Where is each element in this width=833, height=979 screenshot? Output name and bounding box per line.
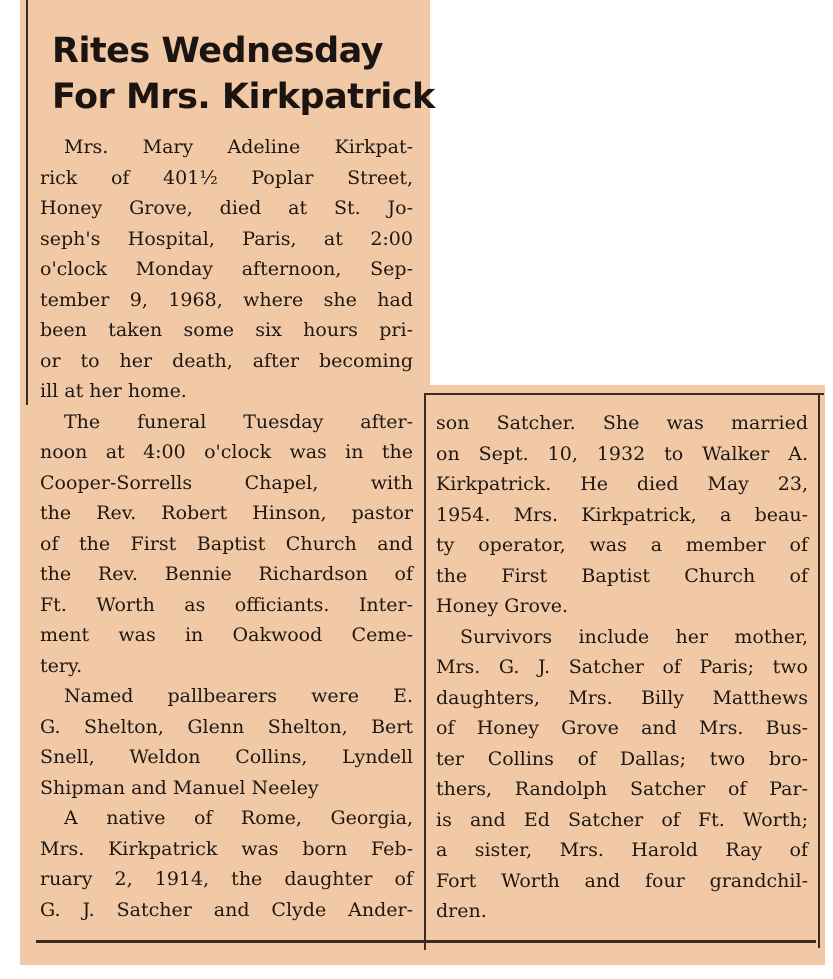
- article-line: Mrs. Kirkpatrick was born Feb-: [40, 837, 413, 860]
- article-line: or to her death, after becoming: [40, 349, 413, 372]
- article-line: been taken some six hours pri-: [40, 319, 413, 341]
- article-line: Mrs. Mary Adeline Kirkpat-: [64, 136, 413, 158]
- article-line: Mrs. G. J. Satcher of Paris; two: [436, 656, 808, 678]
- article-line: of the First Baptist Church and: [40, 532, 413, 555]
- article-line: a sister, Mrs. Harold Ray of: [436, 839, 808, 861]
- article-line: dren.: [436, 900, 487, 922]
- article-line: the Rev. Robert Hinson, pastor: [40, 502, 413, 524]
- article-line: son Satcher. She was married: [436, 412, 808, 434]
- article-line: seph's Hospital, Paris, at 2:00: [40, 227, 413, 250]
- article-line: is and Ed Satcher of Ft. Worth;: [436, 808, 808, 831]
- article-line: Fort Worth and four grandchil-: [436, 869, 808, 892]
- article-line: on Sept. 10, 1932 to Walker A.: [436, 442, 808, 465]
- article-line: ill at her home.: [40, 380, 187, 402]
- article-line: 1954. Mrs. Kirkpatrick, a beau-: [436, 503, 808, 526]
- article-line: the First Baptist Church of: [436, 564, 808, 587]
- article-column-1: [40, 132, 413, 925]
- article-column-2: [436, 408, 808, 927]
- column-rule-top: [424, 393, 824, 395]
- article-line: o'clock Monday afternoon, Sep-: [40, 258, 413, 280]
- article-line: Honey Grove, died at St. Jo-: [40, 197, 413, 219]
- article-line: ment was in Oakwood Ceme-: [40, 624, 413, 646]
- article-line: the Rev. Bennie Richardson of: [40, 563, 413, 585]
- article-line: The funeral Tuesday after-: [64, 410, 413, 433]
- column-rule-right: [818, 393, 820, 948]
- article-line: ter Collins of Dallas; two bro-: [436, 747, 808, 770]
- article-line: Shipman and Manuel Neeley: [40, 776, 319, 799]
- article-line: G. Shelton, Glenn Shelton, Bert: [40, 715, 413, 738]
- article-line: tember 9, 1968, where she had: [40, 288, 413, 311]
- article-line: thers, Randolph Satcher of Par-: [436, 778, 808, 800]
- column-rule-divider: [424, 395, 426, 950]
- article-line: Snell, Weldon Collins, Lyndell: [40, 746, 413, 768]
- obituary-headline: [52, 28, 435, 120]
- column-rule-bottom: [36, 940, 816, 943]
- article-line: of Honey Grove and Mrs. Bus-: [436, 717, 808, 739]
- article-line: G. J. Satcher and Clyde Ander-: [40, 898, 413, 921]
- article-line: Ft. Worth as officiants. Inter-: [40, 593, 413, 616]
- column-rule-left: [26, 0, 28, 405]
- article-line: Survivors include her mother,: [460, 625, 808, 648]
- article-line: ruary 2, 1914, the daughter of: [40, 868, 413, 890]
- article-line: noon at 4:00 o'clock was in the: [40, 441, 413, 463]
- article-line: A native of Rome, Georgia,: [64, 807, 413, 829]
- headline-line-1: Rites Wednesday: [52, 31, 383, 71]
- article-line: ty operator, was a member of: [436, 534, 808, 556]
- article-line: Honey Grove.: [436, 595, 568, 617]
- article-line: Cooper-Sorrells Chapel, with: [40, 471, 413, 494]
- article-line: rick of 401½ Poplar Street,: [40, 166, 413, 189]
- article-line: tery.: [40, 654, 83, 677]
- article-line: daughters, Mrs. Billy Matthews: [436, 686, 808, 709]
- headline-line-2: For Mrs. Kirkpatrick: [52, 77, 435, 117]
- article-line: Named pallbearers were E.: [64, 685, 413, 707]
- article-line: Kirkpatrick. He died May 23,: [436, 473, 808, 495]
